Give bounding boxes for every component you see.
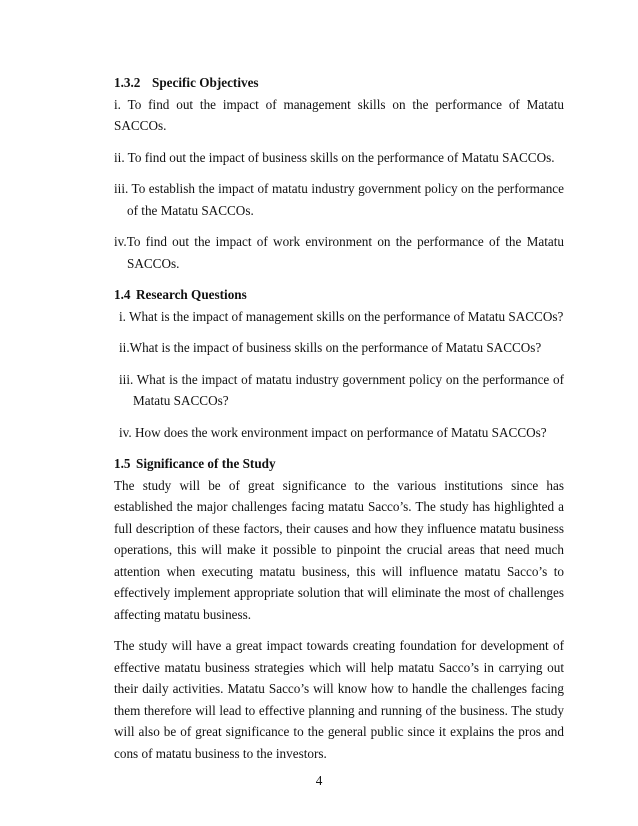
objective-item: i. To find out the impact of management skills on the performance of Matatu SACCOs.	[114, 96, 564, 133]
objectives-list	[114, 94, 564, 275]
question-item: iii. What is the impact of matatu industry government policy on the performance of Matatu SACCOs?	[119, 371, 564, 408]
section-1-3-2-heading	[114, 72, 564, 94]
section-1-5-heading	[114, 453, 564, 475]
section-number: 1.5	[114, 456, 131, 471]
section-title: Significance of the Study	[136, 456, 276, 471]
section-title: Specific Objectives	[152, 75, 259, 90]
objective-item: ii. To find out the impact of business skills on the performance of Matatu SACCOs.	[114, 149, 555, 165]
objective-item: iii. To establish the impact of matatu industry government policy on the performance of the Matatu SACCOs.	[114, 181, 564, 218]
significance-paragraph: The study will have a great impact towards creating foundation for development of effective matatu business strategies which will help matatu Sacco’s in carrying out their daily activities. Matatu Sacco’s will know how to handle the challenges facing them therefore will lead to effective planning and running of the business. The study will also be of great significance to the general public since it explains the pros and cons of matatu business to the investors.	[114, 638, 564, 761]
question-item: i. What is the impact of management skills on the performance of Matatu SACCOs?	[119, 308, 564, 324]
objective-item: iv.To find out the impact of work environment on the performance of the Matatu SACCOs.	[114, 234, 564, 271]
section-number: 1.4	[114, 287, 131, 302]
page-number: 4	[315, 773, 323, 788]
page-content	[114, 72, 564, 774]
section-title: Research Questions	[136, 287, 247, 302]
significance-paragraph: The study will be of great significance to the various institutions since has established the major challenges facing matatu Sacco’s. The study has highlighted a full description of these factors, their causes and how they influence matatu business operations, this will make it possible to pinpoint the crucial areas that need much attention when executing matatu business, this will influence matatu Sacco’s to effectively implement appropriate solution that will eliminate the most of challenges affecting matatu business.	[114, 477, 564, 622]
question-item: iv. How does the work environment impact on performance of Matatu SACCOs?	[119, 424, 547, 440]
question-item: ii.What is the impact of business skills on the performance of Matatu SACCOs?	[119, 340, 542, 355]
section-number: 1.3.2	[114, 75, 141, 90]
section-1-4-heading	[114, 284, 564, 306]
research-questions-list	[114, 306, 564, 444]
